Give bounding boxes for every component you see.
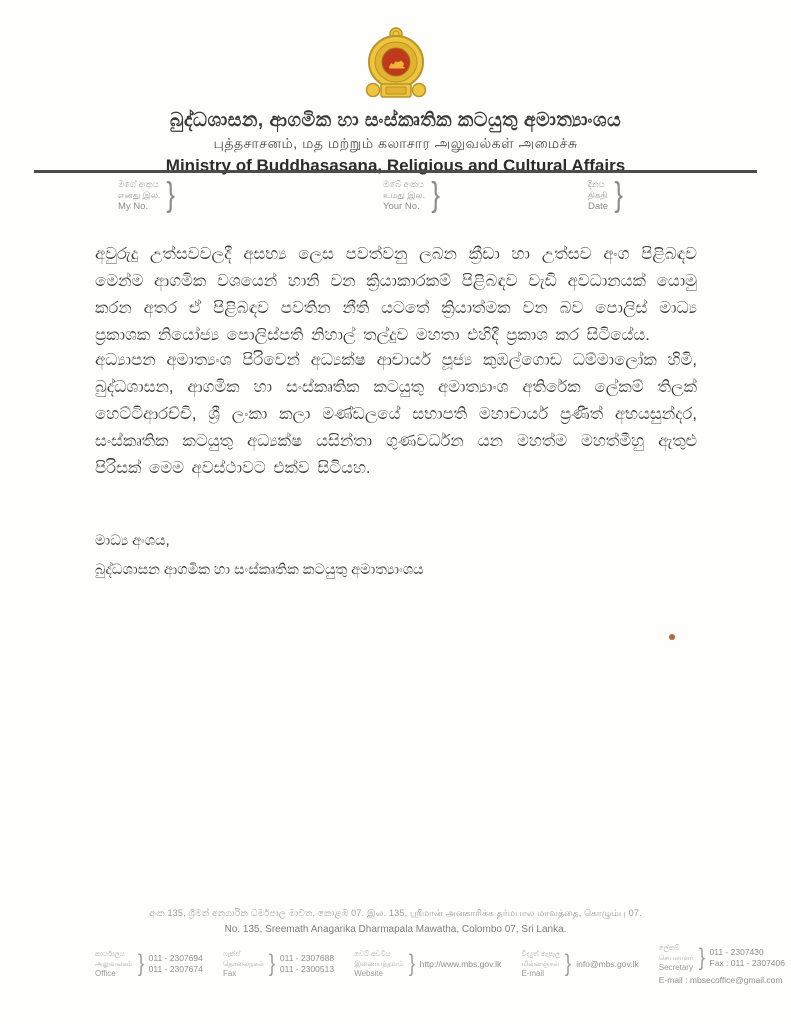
website-label-sinhala: වෙබ් අඩවිය bbox=[354, 951, 391, 958]
date-label-sinhala: දිනය bbox=[588, 178, 605, 189]
signature-division: මාධ්‍ය අංශය, bbox=[95, 533, 170, 549]
my-no-label-tamil: எனது இல. bbox=[118, 189, 161, 200]
your-no-label-tamil: உமது இல. bbox=[383, 189, 425, 200]
footer-contacts bbox=[95, 944, 785, 985]
brace-glyph: } bbox=[431, 176, 440, 214]
footer-address bbox=[0, 908, 791, 935]
office-label-sinhala: කාර්යාලය bbox=[95, 951, 125, 958]
ministry-title-sinhala: බුද්ධශාසන, ආගමික හා සංස්කෘතික කටයුතු අමාත්‍යාංශය bbox=[169, 110, 622, 131]
office-phone-2: 011 - 2307674 bbox=[148, 964, 203, 975]
secretary-email[interactable]: E-mail : mbsecoffice@gmail.com bbox=[658, 974, 783, 985]
contact-email bbox=[521, 944, 638, 985]
email-label-english: E-mail bbox=[521, 969, 545, 978]
contact-website bbox=[354, 944, 501, 985]
body-paragraph-2: අධ්‍යාපන අමාත්‍යංශ පිරිවෙන් අධ්‍යක්ෂ ආචාර්ය පූජ්‍ය කුඹල්ගොඩ ධම්මාලෝක හිමි, බුද්ධශාසන, ආගමික හා සංස්කෘතික කටයුතු අමාත්‍යාංශ අතිරේක ලේකම් තිලක් හෙට්ටිආරච්චි, ශ්‍රී ලංකා කලා මණ්ඩලයේ සභාපති මහාචාර්ය ප්‍රණීත් අභයසුන්දර, සංස්කෘතික කටයුතු අධ්‍යක්ෂ යසින්තා ගුණවර්ධන යන මහත්ම මහත්මීහු ඇතුළු පිරිසක් මෙම අවස්ථාවට එක්ව සිටියහ. bbox=[95, 351, 697, 477]
fax-label-sinhala: ෆැක්ස් bbox=[222, 951, 241, 958]
contact-fax bbox=[223, 944, 334, 985]
header-divider bbox=[34, 170, 757, 173]
ref-date bbox=[588, 178, 624, 212]
secretary-phone: 011 - 2307430 bbox=[709, 946, 764, 957]
your-no-label-english: Your No. bbox=[383, 200, 420, 212]
address-sinhala-tamil: අංක 135, ශ්‍රීමත් අනගාරික ධර්මපාල මාවත, කොළඹ 07. இல. 135, ஸ்ரீமான் அனகாரிக்க தர்மபால மாவத்தை, கொழும்பு 07. bbox=[149, 908, 642, 918]
brace-glyph: } bbox=[565, 950, 572, 978]
fax-number-2: 011 - 2300513 bbox=[279, 964, 335, 975]
email-address[interactable]: info@mbs.gov.lk bbox=[576, 958, 639, 969]
secretary-fax: Fax : 011 - 2307406 bbox=[709, 958, 785, 969]
my-no-label-english: My No. bbox=[118, 200, 149, 212]
date-label-english: Date bbox=[588, 200, 609, 212]
fax-label-tamil: தொலைநகல் bbox=[222, 960, 264, 968]
secretary-label-sinhala: ලේකම් bbox=[658, 945, 680, 952]
office-label-tamil: அலுவலகம் bbox=[95, 960, 133, 968]
office-label-english: Office bbox=[95, 969, 116, 978]
email-label-tamil: மின்னஞ்சல் bbox=[521, 960, 560, 968]
signature-block bbox=[95, 527, 424, 585]
brace-glyph: } bbox=[614, 176, 624, 214]
brace-glyph: } bbox=[408, 950, 415, 978]
office-phone-1: 011 - 2307694 bbox=[148, 952, 203, 963]
contact-secretary bbox=[659, 944, 785, 985]
website-label-tamil: இணையத்தளம் bbox=[354, 960, 404, 968]
address-english: No. 135, Sreemath Anagarika Dharmapala Mawatha, Colombo 07, Sri Lanka. bbox=[224, 924, 567, 935]
letterhead bbox=[0, 26, 791, 176]
brace-glyph: } bbox=[166, 176, 176, 214]
website-url[interactable]: http://www.mbs.gov.lk bbox=[419, 958, 502, 969]
date-label-tamil: திகதி bbox=[588, 189, 608, 200]
brace-glyph: } bbox=[268, 950, 276, 978]
email-label-sinhala: විද්‍යුත් තැපෑල bbox=[521, 951, 561, 958]
contact-office bbox=[95, 944, 203, 985]
ministry-title-tamil: புத்தசாசனம், மத மற்றும் கலாசார அலுவல்கள் அமைச்சு bbox=[213, 135, 578, 151]
secretary-label-tamil: செயலாளர் bbox=[658, 954, 694, 962]
website-label-english: Website bbox=[354, 969, 383, 978]
secretary-label-english: Secretary bbox=[658, 963, 693, 972]
brace-glyph: } bbox=[698, 944, 705, 972]
your-no-label-sinhala: ඔබේ අංකය bbox=[383, 178, 424, 189]
ink-spot-artifact bbox=[669, 634, 675, 640]
fax-number-1: 011 - 2307688 bbox=[279, 952, 335, 963]
ref-my-no bbox=[118, 178, 177, 212]
sri-lanka-state-emblem-icon bbox=[357, 26, 435, 106]
ref-your-no bbox=[383, 178, 441, 212]
ministry-title-english: Ministry of Buddhasasana, Religious and Cultural Affairs bbox=[165, 156, 626, 175]
body-paragraph-1: අවුරුදු උත්සවවලදී අසභ්‍ය ලෙස පවත්වනු ලබන ක්‍රීඩා හා උත්සව අංග පිළිබඳව මෙන්ම ආගමික වශයෙන් හානි වන ක්‍රියාකාරකම් පිළිබඳව වැඩි අවධානයක් යොමු කරන අතර ඒ පිළිබඳව පවතින නීති යටතේ ක්‍රියාත්මක වන බව පොලිස් මාධ්‍ය ප්‍රකාශක නියෝජ්‍ය පොලිස්පති නිහාල් තල්දුව මහතා එහිදී ප්‍රකාශ කර සිටියේය. bbox=[95, 245, 697, 344]
fax-label-english: Fax bbox=[222, 969, 237, 978]
my-no-label-sinhala: මගේ අංකය bbox=[118, 178, 159, 189]
brace-glyph: } bbox=[137, 950, 144, 978]
signature-ministry: බුද්ධශාසන ආගමික හා සංස්කෘතික කටයුතු අමාත්‍යාංශය bbox=[95, 562, 424, 578]
